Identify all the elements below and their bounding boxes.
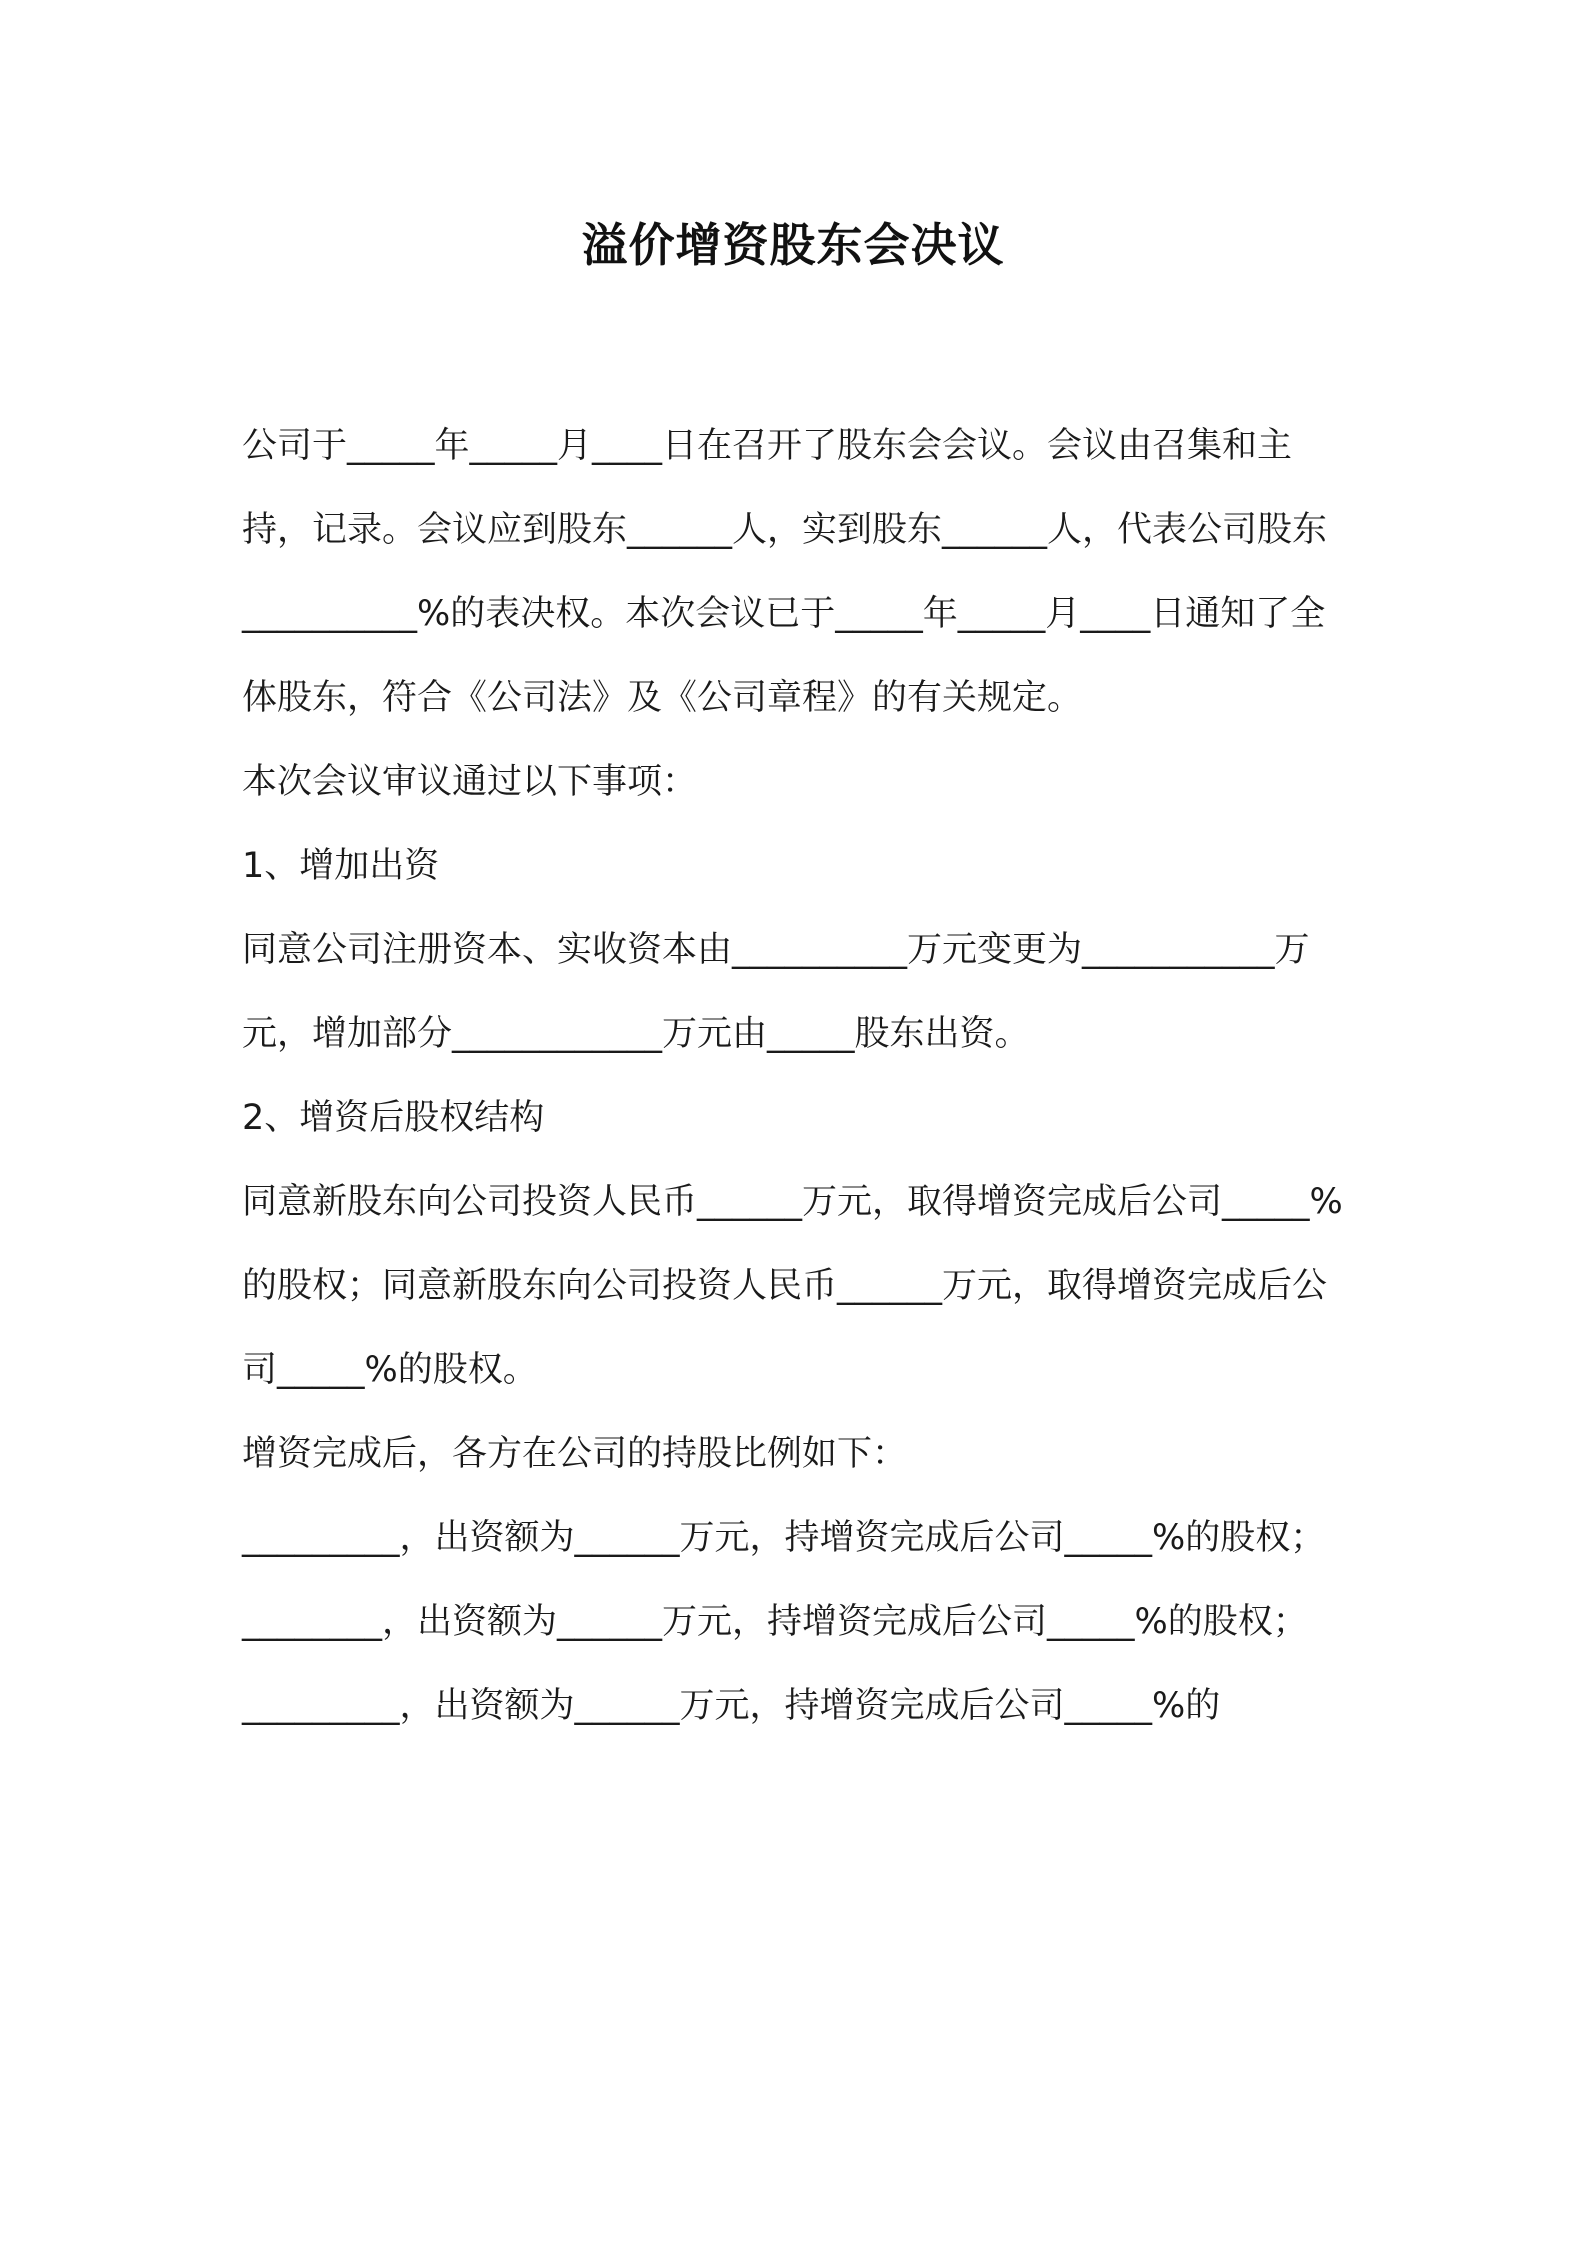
document-body — [242, 404, 1360, 1748]
resolution-intro: 本次会议审议通过以下事项： — [242, 762, 698, 802]
shareholding-intro: 增资完成后，各方在公司的持股比例如下： — [242, 1434, 908, 1474]
section-heading-capital-increase: 1、增加出资 — [242, 846, 440, 886]
capital-increase-paragraph: 同意公司注册资本、实收资本由__________万元变更为___________万元，增加部分____________万元由_____股东出资。 — [242, 930, 1310, 1054]
document-title: 溢价增资股东会决议 — [581, 218, 1005, 272]
section-heading-equity-structure: 2、增资后股权结构 — [242, 1098, 545, 1138]
shareholder-entry-3: _________，出资额为______万元，持增资完成后公司_____%的 — [242, 1686, 1221, 1726]
new-shareholder-investment-paragraph: 同意新股东向公司投资人民币______万元，取得增资完成后公司_____%的股权；同意新股东向公司投资人民币______万元，取得增资完成后公司_____%的股权。 — [242, 1182, 1343, 1390]
shareholder-entry-2: ________，出资额为______万元，持增资完成后公司_____%的股权； — [242, 1602, 1308, 1642]
meeting-notice-paragraph: 公司于_____年_____月____日在召开了股东会会议。会议由召集和主持，记录。会议应到股东______人，实到股东______人，代表公司股东__________%的表决权。本次会议已于_____年_____月____日通知了全体股东，符合《公司法》及《公司章程》的有关规定。 — [242, 426, 1328, 718]
shareholder-entry-1: _________，出资额为______万元，持增资完成后公司_____%的股权； — [242, 1518, 1326, 1558]
